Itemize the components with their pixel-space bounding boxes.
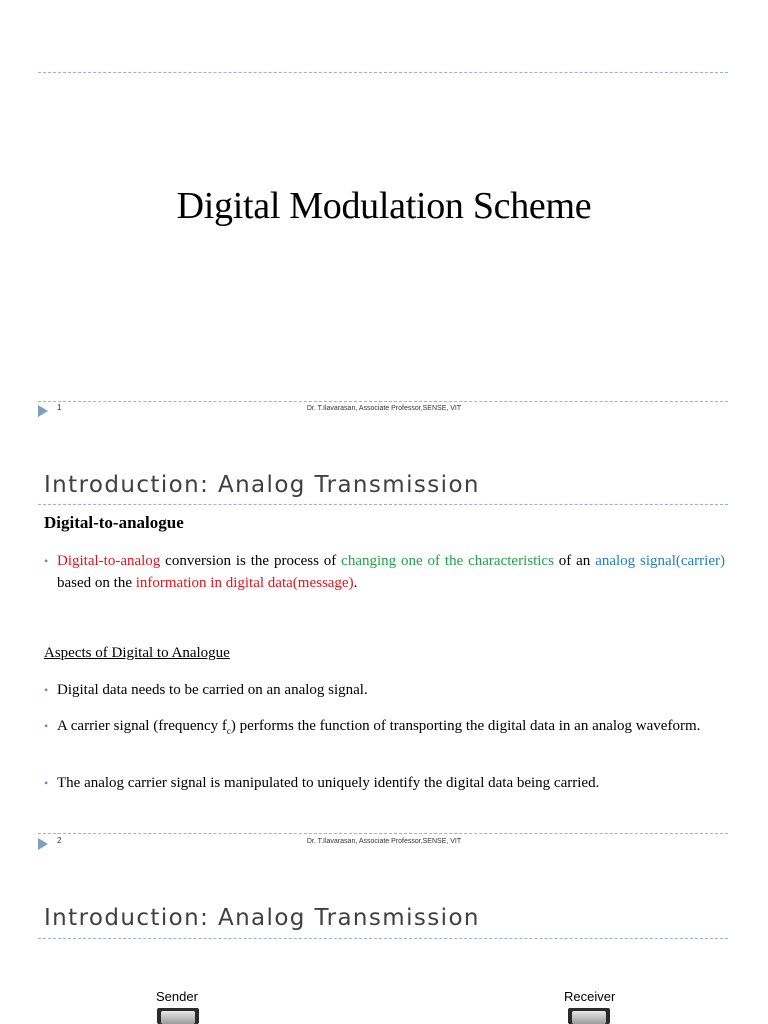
text-segment: of an xyxy=(553,553,596,569)
term-changing-characteristics: changing one of the characteristics xyxy=(341,553,554,569)
subheading: Digital-to-analogue xyxy=(44,513,184,532)
definition-block xyxy=(44,550,725,594)
title-rule xyxy=(38,938,728,939)
slide-title: Introduction: Analog Transmission xyxy=(44,905,480,931)
computer-device-icon xyxy=(568,1008,610,1024)
slide-title: Digital Modulation Scheme xyxy=(176,185,592,227)
slide-title: Introduction: Analog Transmission xyxy=(44,472,480,498)
list-item: • A carrier signal (frequency $f_c$) performs the function of transporting the digital data in an analog waveform. xyxy=(44,715,725,742)
slide-number: 2 xyxy=(57,836,62,845)
slide-number: 1 xyxy=(57,403,62,412)
aspects-list xyxy=(44,679,725,701)
term-digital-to-analog: Digital-to-analog xyxy=(57,553,161,569)
list-item: • The analog carrier signal is manipulated to uniquely identify the digital data being carried. xyxy=(44,772,725,794)
receiver-label: Receiver xyxy=(564,989,616,1004)
aspects-list xyxy=(44,715,725,742)
text-segment: . xyxy=(353,575,358,591)
title-rule xyxy=(38,504,728,505)
top-rule xyxy=(38,72,728,73)
aspects-list xyxy=(44,772,725,794)
footer-author: Dr. T.Ilavarasan, Associate Professor,SENSE, VIT xyxy=(306,405,462,412)
computer-device-icon xyxy=(157,1008,199,1024)
term-analog-carrier: analog signal(carrier) xyxy=(595,553,725,569)
definition-bullet xyxy=(44,550,725,594)
text-segment: based on the xyxy=(57,575,136,591)
term-digital-information: information in digital data(message) xyxy=(135,575,354,591)
footer-author: Dr. T.Ilavarasan, Associate Professor,SENSE, VIT xyxy=(306,838,462,845)
aspects-heading: Aspects of Digital to Analogue xyxy=(44,645,230,661)
footer-rule xyxy=(38,833,728,834)
sender-label: Sender xyxy=(156,989,198,1004)
list-item: • Digital data needs to be carried on an analog signal. xyxy=(44,679,725,701)
text-segment: conversion is the process of xyxy=(160,553,342,569)
footer-rule xyxy=(38,401,728,402)
